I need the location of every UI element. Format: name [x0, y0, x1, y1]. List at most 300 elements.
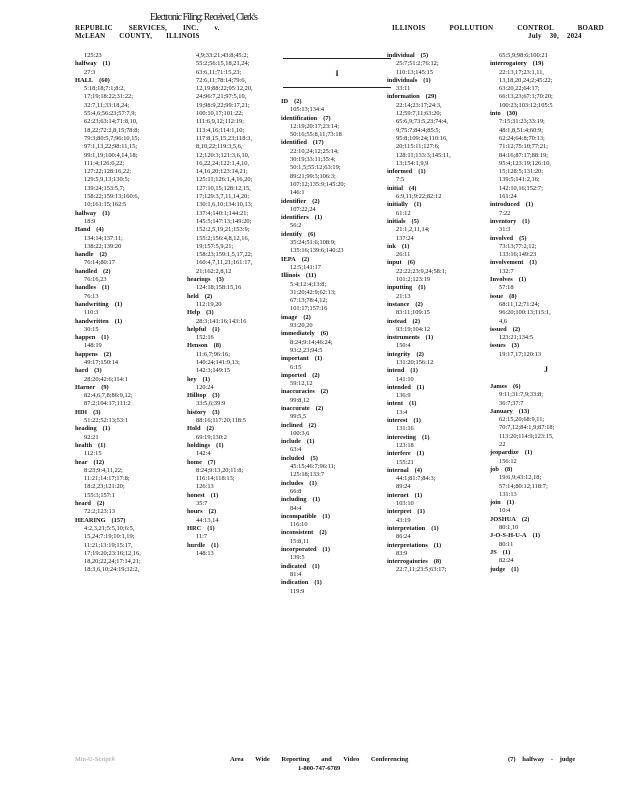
page-line-refs: 9;75:7;84:4;85:5;: [396, 126, 441, 134]
page-line-refs: 124:18;158:15,16: [196, 284, 242, 292]
occurrence-count: (3): [93, 408, 101, 416]
index-word: [281, 330, 393, 338]
index-word-text: includes: [281, 479, 304, 487]
index-word: [75, 210, 187, 218]
occurrence-count: (2): [315, 404, 324, 412]
page-line-refs: 101:2;123:19: [396, 276, 431, 284]
index-word: [281, 388, 393, 396]
index-word-text: individual: [387, 52, 415, 59]
index-word: [281, 231, 393, 239]
page-line-refs: 17;129:3,7,11,14,20;: [196, 193, 250, 201]
page-line-refs: 152:2,5,19,21;153:9;: [196, 226, 250, 234]
page-line-refs: 59:12,12: [290, 380, 313, 388]
footer-brand: Min-U-Script®: [75, 756, 116, 763]
index-word-text: hallway: [75, 209, 97, 217]
index-word: [281, 480, 393, 488]
index-word-text: interpretations: [387, 541, 428, 549]
page-line-refs: 36:7;37:7: [499, 399, 524, 407]
occurrence-count: (1): [416, 383, 425, 391]
index-word-text: hurdle: [187, 541, 206, 549]
index-word: [75, 226, 187, 234]
index-word-text: instance: [387, 300, 410, 308]
page-line-refs: 18,20;22,24;17:14,21;: [84, 558, 141, 566]
index-word-text: include: [281, 438, 301, 446]
occurrence-count: (5): [519, 234, 527, 242]
page-line-refs: 132:7: [499, 267, 514, 275]
index-word-text: instruments: [387, 334, 420, 342]
index-word-text: inaccurate: [281, 404, 310, 412]
occurrence-count: (2): [99, 251, 107, 259]
page-line-refs: 110:13;145:15: [396, 68, 434, 76]
index-word-text: HEARING: [75, 516, 106, 524]
page-line-refs: 15:8,11: [290, 537, 310, 545]
page-line-refs: 22:10,24;12;25:14;: [290, 147, 339, 155]
index-word-text: HRC: [187, 524, 202, 532]
page-line-refs: 22:22;23:9,24;58:1;: [396, 267, 447, 275]
page-line-refs: 28:3;141:16;143:16: [196, 317, 247, 325]
page-line-refs: 72:6,11;78:14;79:6,: [196, 76, 247, 84]
index-word-text: January: [490, 407, 513, 415]
occurrence-count: (7): [323, 114, 331, 122]
page-line-refs: 55:2;56:15,18,21,24;: [196, 60, 250, 68]
index-word: [75, 442, 187, 450]
occurrence-count: (17): [312, 139, 324, 147]
page-line-refs: 119:9: [290, 587, 305, 595]
page-line-refs: 65:5,9;98:6;100:21: [499, 52, 548, 59]
occurrence-count: (3): [511, 342, 520, 350]
page-line-refs: 67:13;78:4,12;: [290, 297, 328, 305]
index-word: [281, 529, 393, 537]
page-line-refs: 28:20;42:6;114:1: [84, 375, 128, 383]
index-word-text: intended: [387, 383, 411, 391]
page-line-refs: 44:13,14: [196, 516, 219, 524]
occurrence-count: (157): [111, 516, 126, 524]
occurrence-count: (3): [212, 408, 220, 416]
page-line-refs: 57:18: [499, 284, 514, 292]
page-line-refs: 107:22,24: [290, 205, 316, 213]
page-line-refs: 127:22;128:16,22;: [84, 168, 132, 176]
letter-heading: J: [544, 364, 548, 374]
index-word-text: issued: [490, 325, 507, 333]
page-line-refs: 11:21;14:17;17:8;: [84, 475, 130, 483]
page-line-refs: 56:2: [290, 222, 302, 230]
page-line-refs: 33:5,6;39:9: [196, 400, 226, 408]
page-line-refs: 61:12: [396, 209, 411, 217]
page-line-refs: 129:5,9,13;130:5;: [84, 176, 130, 184]
page-line-refs: 87:2;104:17;111:2: [84, 400, 131, 408]
index-word-text: Help: [187, 309, 201, 317]
index-word: [490, 566, 602, 574]
page-line-refs: 13;154:1,9,9: [396, 159, 429, 167]
index-word-text: JS: [490, 548, 497, 556]
occurrence-count: (2): [312, 371, 320, 379]
page-line-refs: 71:12;75:10;77:21;: [499, 143, 548, 151]
page-line-refs: 150:4: [396, 342, 411, 350]
index-word: [387, 434, 499, 442]
page-line-refs: 49:17;150:14: [84, 358, 119, 366]
occurrence-count: (1): [413, 201, 422, 209]
index-word-text: handwritten: [75, 317, 109, 325]
index-word-text: internet: [387, 491, 409, 499]
page-line-refs: 22:14;23:17;24:3,: [396, 101, 442, 109]
index-word-text: inputting: [387, 284, 413, 292]
page-line-refs: 12,19;88:22;95:12,20,: [196, 85, 253, 93]
index-word: [490, 408, 602, 416]
page-header: [0, 0, 618, 48]
index-word: [281, 372, 393, 380]
board-name: ILLINOIS POLLUTION CONTROL BOARD: [392, 24, 604, 32]
index-word-text: identify: [281, 230, 302, 238]
index-word-text: James: [490, 382, 508, 390]
index-word: [75, 268, 187, 276]
page-line-refs: 131:20;156:12: [396, 358, 434, 366]
page-line-refs: 4,9;33:21;43:8;45:2;: [196, 52, 249, 59]
page-line-refs: 18,22;72:2,8,15;78:8;: [84, 126, 140, 134]
page-line-refs: 155:2;156:4,8,12,16,: [196, 234, 250, 242]
page-line-refs: 112:19,20: [196, 300, 222, 308]
page-line-refs: 48:1,8,51:4;60:9;: [499, 126, 544, 134]
index-word-text: integrity: [387, 350, 411, 358]
occurrence-count: (2): [521, 515, 530, 523]
index-word-text: intend: [387, 367, 405, 375]
page-line-refs: 7:15;31:23;33:19;: [499, 118, 545, 126]
occurrence-count: (1): [98, 441, 106, 449]
page-line-refs: 84:4: [290, 504, 302, 512]
occurrence-count: (1): [431, 524, 439, 532]
page-line-refs: 22:7,11;23:5;63:17;: [396, 566, 447, 574]
page-line-refs: 142:3;149:15: [196, 367, 231, 375]
index-word-text: hard: [75, 367, 89, 375]
index-word: [387, 367, 499, 375]
footer-page-range: (7) halfway - judge: [508, 756, 576, 763]
page-line-refs: 19:6,9;43:12,18;: [499, 474, 542, 482]
page-line-refs: 136:9: [396, 392, 411, 400]
occurrence-count: (2): [416, 350, 424, 358]
index-word: [281, 513, 393, 521]
footer-reporter: Area Wide Reporting and Video Conferencing: [230, 756, 409, 763]
index-word-text: hey: [187, 375, 197, 383]
occurrence-count: (19): [532, 60, 544, 68]
occurrence-count: (1): [433, 541, 442, 549]
index-word-text: jeopardize: [490, 449, 519, 457]
occurrence-count: (1): [207, 524, 215, 532]
index-word-text: Hold: [187, 425, 201, 433]
occurrence-count: (1): [101, 284, 110, 292]
page-line-refs: 125:11;126:1,4,16,20;: [196, 176, 253, 184]
page-line-refs: 22:13,17;23:1,11,: [499, 68, 545, 76]
page-line-refs: 117:8,15,15,23;118:3,: [196, 134, 252, 142]
index-word: [281, 405, 393, 413]
occurrence-count: (2): [319, 529, 327, 537]
index-word: [75, 77, 187, 85]
index-word: [75, 251, 187, 259]
page-line-refs: 139:24;153:5,7;: [84, 184, 125, 192]
index-word-text: handwriting: [75, 300, 109, 308]
page-line-refs: 8:24;9:13,20;11:8;: [196, 466, 244, 474]
occurrence-count: (2): [103, 267, 111, 275]
occurrence-count: (11): [305, 272, 317, 280]
index-column-4: [387, 52, 499, 575]
page-line-refs: 89:21;99:3;106:3;: [290, 172, 336, 180]
index-word-text: Hilltop: [187, 392, 207, 400]
index-word-text: information: [387, 93, 420, 101]
index-word: [75, 334, 187, 342]
occurrence-count: (1): [211, 541, 219, 549]
page-line-refs: 82:4,6,7,8;86:9,12;: [84, 392, 133, 400]
index-word: [281, 422, 393, 430]
index-word-text: interfere: [387, 450, 411, 458]
index-word-text: internal: [387, 466, 409, 474]
page-line-refs: 63:20,22;64:17;: [499, 85, 540, 93]
occurrence-count: (6): [513, 382, 521, 390]
index-word: [281, 579, 393, 587]
index-word-text: indication: [281, 579, 309, 587]
page-line-refs: 26:11: [396, 251, 411, 259]
index-word: [387, 508, 499, 516]
page-line-refs: 80:1,10: [499, 524, 519, 532]
occurrence-count: (1): [314, 355, 323, 363]
page-line-refs: 140:24;141:9,13;: [196, 358, 240, 366]
page-line-refs: 141:10: [396, 375, 414, 383]
occurrence-count: (2): [204, 292, 213, 300]
index-word-text: involved: [490, 234, 514, 242]
index-word: [387, 77, 499, 85]
occurrence-count: (1): [210, 491, 219, 499]
occurrence-count: (1): [314, 214, 323, 222]
page-line-refs: 4,6: [499, 317, 507, 325]
index-word-text: history: [187, 408, 207, 416]
occurrence-count: (1): [417, 508, 425, 516]
index-word: [490, 342, 602, 350]
page-line-refs: 51:22;52:13;53:1: [84, 417, 129, 425]
index-word: [387, 400, 499, 408]
page-line-refs: 12:5;141:17: [290, 263, 321, 271]
page-line-refs: 148:13: [196, 549, 214, 557]
index-word-text: individuals: [387, 76, 418, 84]
page-line-refs: 22: [499, 441, 506, 449]
page-line-refs: 18:3,6,10;24:19;32:2,: [84, 566, 140, 574]
page-line-refs: 101:17;157:16: [290, 305, 328, 313]
occurrence-count: (2): [312, 197, 320, 205]
page-line-refs: 86:24: [396, 533, 411, 541]
page-line-refs: 12;120:3;121:3,6,10,: [196, 151, 250, 159]
page-line-refs: 111:6,9,12;112:19;: [196, 118, 244, 126]
occurrence-count: (1): [532, 532, 541, 540]
index-word: [281, 546, 393, 554]
occurrence-count: (1): [425, 334, 434, 342]
index-word-text: initials: [387, 217, 406, 225]
occurrence-count: (1): [212, 325, 220, 333]
page-line-refs: 30:19;33:11;35:4;: [290, 156, 336, 164]
index-word-text: input: [387, 259, 402, 267]
page-line-refs: 44:1;81:7;84:3;: [396, 475, 436, 483]
occurrence-count: (1): [102, 425, 111, 433]
occurrence-count: (8): [213, 342, 222, 350]
index-word-text: included: [281, 454, 305, 462]
page-line-refs: 152:16: [196, 334, 214, 342]
index-word: [281, 214, 393, 222]
page-line-refs: 8,10,22;119:3,5,6,: [196, 143, 243, 151]
page-line-refs: 112:15: [84, 450, 102, 458]
index-word-text: helpful: [187, 325, 207, 333]
index-word: [387, 417, 499, 425]
page-line-refs: 81:4: [290, 570, 302, 578]
index-word-text: Illinois: [281, 272, 300, 280]
index-word: [75, 425, 187, 433]
page-line-refs: 6:9,11;9:22;82:12: [396, 193, 442, 201]
page-line-refs: 92:21: [84, 433, 99, 441]
index-word-text: interesting: [387, 433, 416, 441]
page-line-refs: 21:13: [396, 292, 411, 300]
index-word-text: heading: [75, 425, 97, 433]
page-line-refs: 5:18;18;7:1;8:2,: [84, 85, 126, 93]
index-word: [387, 168, 499, 176]
index-word: [75, 500, 187, 508]
index-word: [75, 284, 187, 292]
page-line-refs: 131:16: [396, 425, 414, 433]
index-word-text: holdings: [187, 441, 211, 449]
index-word: [387, 301, 499, 309]
index-word: [75, 517, 187, 525]
page-line-refs: 76:16,23: [84, 276, 107, 284]
occurrence-count: (4): [96, 226, 104, 234]
index-word-text: inventory: [490, 217, 517, 225]
index-word: [490, 259, 602, 267]
page-line-refs: 32:7,11;33:18,24;: [84, 101, 130, 109]
page-line-refs: 43:19: [396, 516, 411, 524]
index-word-text: including: [281, 496, 307, 504]
occurrence-count: (5): [411, 217, 419, 225]
case-title-line2: McLEAN COUNTY, ILLINOIS: [75, 32, 200, 40]
page-line-refs: 110:3: [84, 309, 99, 317]
page-line-refs: 35:7: [196, 500, 208, 508]
occurrence-count: (1): [401, 242, 410, 250]
index-word-text: interpret: [387, 508, 412, 516]
page-line-refs: 12:19;20:17;23:14;: [290, 122, 339, 130]
index-word: [490, 60, 602, 68]
page-line-refs: 130:1,6,10;134:10,13;: [196, 201, 253, 209]
section-rule: [283, 58, 391, 59]
page-line-refs: 66:8: [290, 487, 302, 495]
page-line-refs: 21:1,2,11,14;: [396, 226, 430, 234]
occurrence-count: (6): [407, 259, 416, 267]
index-word: [281, 198, 393, 206]
index-word-text: indicated: [281, 562, 307, 570]
page-line-refs: 13:4: [396, 408, 408, 416]
page-line-refs: 31:20;42:9;62:13;: [290, 288, 336, 296]
page-line-refs: 9:11;31:7,9;33:8;: [499, 391, 543, 399]
occurrence-count: (1): [418, 168, 426, 176]
occurrence-count: (1): [312, 496, 321, 504]
occurrence-count: (1): [524, 449, 533, 457]
page-line-refs: 63:4: [290, 446, 302, 454]
page-line-refs: 128:11;133:3;145:11,: [396, 151, 451, 159]
page-line-refs: 100:3,6: [290, 429, 310, 437]
occurrence-count: (5): [310, 454, 318, 462]
index-word: [387, 467, 499, 475]
page-line-refs: 135:16;139:6;140:23: [290, 247, 344, 255]
occurrence-count: (30): [506, 110, 518, 118]
index-word: [387, 318, 499, 326]
index-word-text: ink: [387, 242, 396, 250]
index-word-text: immediately: [281, 330, 315, 338]
page-line-refs: 62:23;63:14;71:8,10,: [84, 118, 138, 126]
page-line-refs: 123:18: [396, 441, 414, 449]
page-line-refs: 63:6,11;71:15,23;: [196, 68, 242, 76]
page-line-refs: 17;19;18:22;31:22;: [84, 93, 133, 101]
occurrence-count: (1): [506, 499, 515, 507]
index-word: [387, 450, 499, 458]
occurrence-count: (2): [415, 300, 423, 308]
occurrence-count: (1): [202, 375, 211, 383]
index-word-text: heard: [75, 500, 91, 508]
index-word: [75, 409, 187, 417]
index-word-text: issue: [490, 292, 504, 300]
page-line-refs: 99:1,19;100:4,14,18;: [84, 151, 138, 159]
index-word: [387, 185, 499, 193]
page-line-refs: 19:17,17;120:13: [499, 350, 542, 358]
index-word-text: Harner: [75, 383, 96, 391]
page-line-refs: 137:4;140:1;144:21;: [196, 209, 249, 217]
index-word: [490, 466, 602, 474]
occurrence-count: (1): [102, 60, 111, 68]
page-line-refs: 155:3;157:1: [84, 491, 115, 499]
page-line-refs: 134:14;137:11;: [84, 234, 123, 242]
index-word-text: hours: [187, 508, 203, 516]
page-line-refs: 83:9: [396, 549, 408, 557]
occurrence-count: (1): [114, 300, 123, 308]
page-line-refs: 96:20;100:13;115:1,: [499, 309, 551, 317]
page-line-refs: 17;19:20;23:16;12,16,: [84, 549, 141, 557]
filing-stamp: Electronic Filing: Received, Clerk's: [150, 12, 257, 23]
index-word-text: instead: [387, 317, 407, 325]
index-word-text: happen: [75, 334, 96, 342]
index-word-text: happens: [75, 350, 98, 358]
index-word-text: imported: [281, 371, 307, 379]
index-word-text: hearings: [187, 276, 211, 284]
index-column-3: [281, 52, 393, 596]
page-line-refs: 83:11;109:15: [396, 309, 430, 317]
occurrence-count: (1): [306, 438, 315, 446]
index-column-5: [490, 52, 602, 574]
page-line-refs: 89:24: [396, 483, 411, 491]
index-word-text: halfway: [75, 60, 97, 68]
index-column-1: [75, 52, 187, 575]
occurrence-count: (1): [522, 217, 530, 225]
occurrence-count: (2): [303, 313, 311, 321]
page-line-refs: 139:5: [290, 554, 305, 562]
page-line-refs: 142:10,16;152:7;: [499, 184, 543, 192]
occurrence-count: (1): [525, 201, 534, 209]
index-word: [387, 525, 499, 533]
page-line-refs: 16,22,24;122:1,4,10,: [196, 159, 250, 167]
page-line-refs: 12;59:7,11;63:20;: [396, 110, 442, 118]
page-line-refs: 76:13: [84, 292, 99, 300]
occurrence-count: (1): [314, 579, 322, 587]
index-word-text: inconsistent: [281, 529, 314, 537]
index-word: [281, 455, 393, 463]
index-word-text: identifier: [281, 197, 307, 205]
occurrence-count: (8): [509, 292, 517, 300]
index-word-text: identified: [281, 139, 307, 147]
page-line-refs: 156:12: [499, 457, 517, 465]
page-line-refs: 19;98:9,22;99:17,21;: [196, 101, 250, 109]
page-line-refs: 116:10: [290, 521, 308, 529]
occurrence-count: (2): [206, 425, 214, 433]
index-word: [387, 218, 499, 226]
occurrence-count: (1): [422, 433, 430, 441]
index-word: [75, 301, 187, 309]
